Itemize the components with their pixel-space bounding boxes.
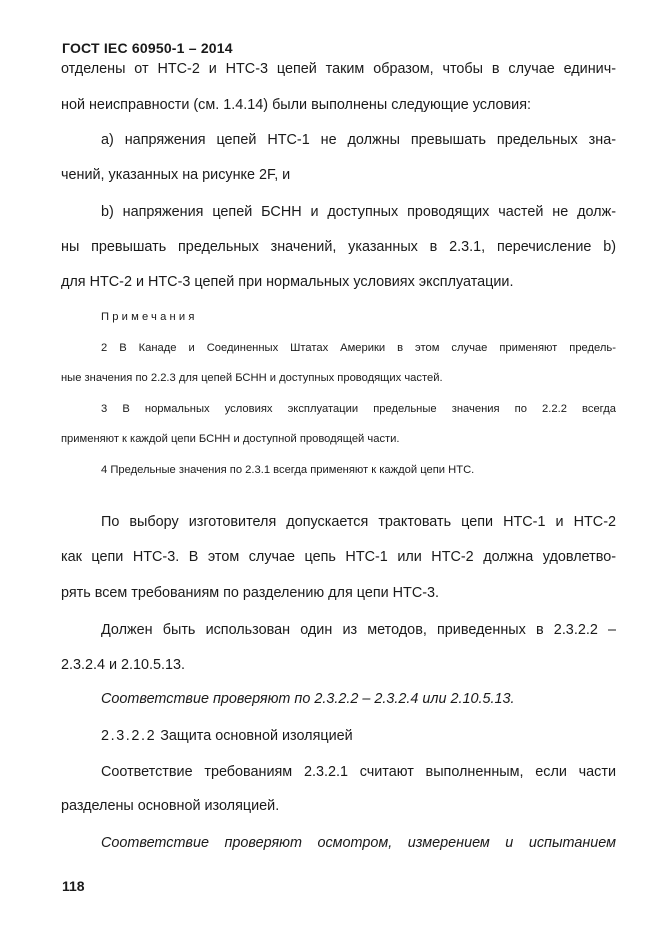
note-line: ные значения по 2.2.3 для цепей БСНН и доступных проводящих частей. <box>61 372 443 384</box>
section-heading <box>101 727 616 745</box>
body-line: Должен быть использован один из методов, приведенных в 2.3.2.2 – <box>101 622 616 638</box>
notes-heading: Примечания <box>101 311 198 323</box>
body-line: ной неисправности (см. 1.4.14) были выполнены следующие условия: <box>61 97 531 113</box>
body-line: 2.3.2.4 и 2.10.5.13. <box>61 657 186 673</box>
list-item-a: а) напряжения цепей НТС-1 не должны превышать предельных зна- <box>101 132 616 148</box>
section-number: 2.3.2.2 <box>101 728 157 744</box>
body-line: разделены основной изоляцией. <box>61 798 280 814</box>
note-line: 2 В Канаде и Соединенных Штатах Америки в этом случае применяют предель- <box>101 342 616 354</box>
body-line: Соответствие требованиям 2.3.2.1 считают выполненным, если части <box>101 764 616 780</box>
body-line: рять всем требованиям по разделению для цепи НТС-3. <box>61 585 440 601</box>
note-line: 3 В нормальных условиях эксплуатации предельные значения по 2.2.2 всегда <box>101 403 616 415</box>
body-line: отделены от НТС-2 и НТС-3 цепей таким образом, чтобы в случае единич- <box>61 61 616 77</box>
section-title: Защита основной изоляцией <box>160 728 353 744</box>
compliance-note: Соответствие проверяют осмотром, измерением и испытанием <box>101 835 616 851</box>
note-line: применяют к каждой цепи БСНН и доступной проводящей части. <box>61 433 400 445</box>
list-item-b: b) напряжения цепей БСНН и доступных проводящих частей не долж- <box>101 204 616 220</box>
note-line: 4 Предельные значения по 2.3.1 всегда применяют к каждой цепи НТС. <box>101 464 475 476</box>
document-header: ГОСТ IEC 60950-1 – 2014 <box>62 40 233 56</box>
compliance-note: Соответствие проверяют по 2.3.2.2 – 2.3.2.4 или 2.10.5.13. <box>101 691 515 707</box>
page-number: 118 <box>62 878 85 894</box>
body-line: как цепи НТС-3. В этом случае цепь НТС-1 или НТС-2 должна удовлетво- <box>61 549 616 565</box>
body-line: для НТС-2 и НТС-3 цепей при нормальных условиях эксплуатации. <box>61 274 514 290</box>
body-line: По выбору изготовителя допускается трактовать цепи НТС-1 и НТС-2 <box>101 514 616 530</box>
body-line: ны превышать предельных значений, указанных в 2.3.1, перечисление b) <box>61 239 616 255</box>
body-line: чений, указанных на рисунке 2F, и <box>61 167 291 183</box>
